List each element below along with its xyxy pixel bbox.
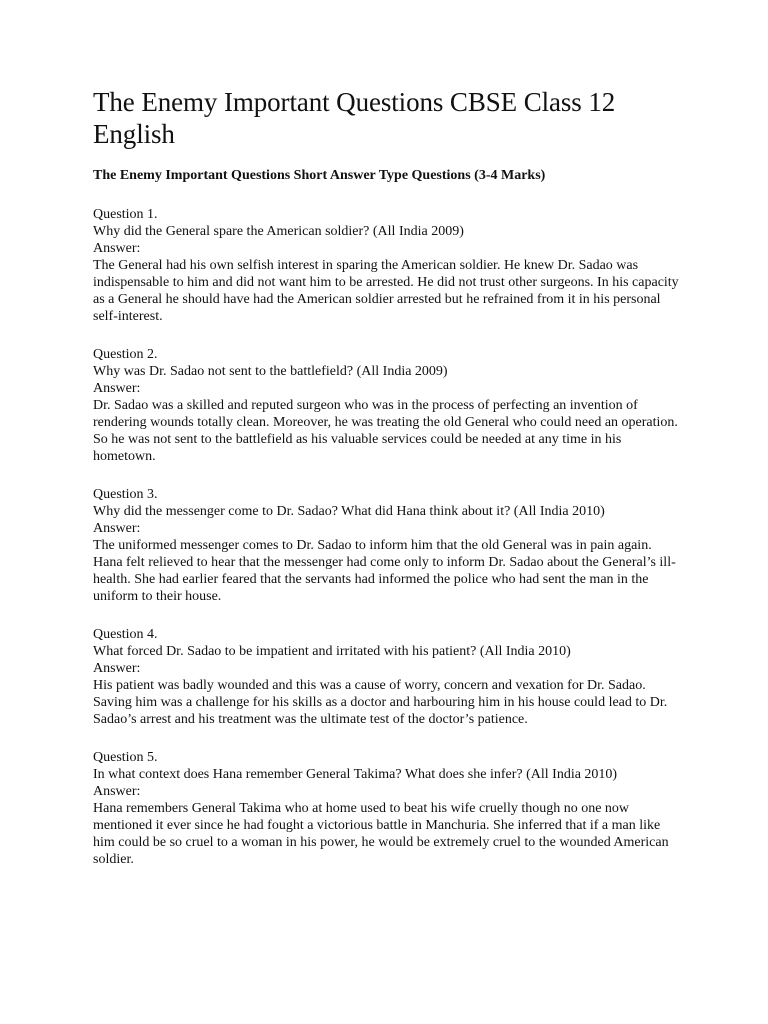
answer-label: Answer: <box>93 241 141 256</box>
answer-text: His patient was badly wounded and this was a cause of worry, concern and vexation for Dr. Sadao. Saving him was a challenge for his skills as a doctor and harbouring him in his house could lead to Dr. Sadao’s arrest and his treatment was the ultimate test of the doctor’s patience. <box>93 678 668 727</box>
answer-text: The uniformed messenger comes to Dr. Sadao to inform him that the old General was in pain again. Hana felt relieved to hear that the messenger had come only to inform Dr. Sadao about the General’s ill-health. She had earlier feared that the servants had informed the police who had sent the man in the uniform to their house. <box>93 538 676 604</box>
question-block-1 <box>93 206 683 325</box>
question-text: In what context does Hana remember General Takima? What does she infer? (All India 2010) <box>93 767 618 782</box>
question-label: Question 2. <box>93 347 158 362</box>
question-text: Why did the General spare the American soldier? (All India 2009) <box>93 224 464 239</box>
question-block-3 <box>93 486 683 605</box>
answer-label: Answer: <box>93 661 141 676</box>
question-label: Question 3. <box>93 487 158 502</box>
question-block-4 <box>93 626 683 728</box>
question-text: Why did the messenger come to Dr. Sadao? What did Hana think about it? (All India 2010) <box>93 504 605 519</box>
answer-text: The General had his own selfish interest in sparing the American soldier. He knew Dr. Sadao was indispensable to him and did not want him to be arrested. He did not trust other surgeons. In his capacity as a General he should have had the American soldier arrested but he refrained from it in his personal self-interest. <box>93 258 679 324</box>
answer-label: Answer: <box>93 784 141 799</box>
document-title: The Enemy Important Questions CBSE Class 12 English <box>93 87 616 149</box>
section-heading: The Enemy Important Questions Short Answer Type Questions (3-4 Marks) <box>93 168 546 183</box>
answer-text: Dr. Sadao was a skilled and reputed surgeon who was in the process of perfecting an invention of rendering wounds totally clean. Moreover, he was treating the old General who could need an operation. So he was not sent to the battlefield as his valuable services could be needed at any time in his hometown. <box>93 398 678 464</box>
question-label: Question 5. <box>93 750 158 765</box>
answer-label: Answer: <box>93 381 141 396</box>
question-block-2 <box>93 346 683 465</box>
question-text: Why was Dr. Sadao not sent to the battlefield? (All India 2009) <box>93 364 448 379</box>
question-text: What forced Dr. Sadao to be impatient and irritated with his patient? (All India 2010) <box>93 644 571 659</box>
document-page <box>93 86 683 889</box>
answer-label: Answer: <box>93 521 141 536</box>
question-block-5 <box>93 749 683 868</box>
question-label: Question 1. <box>93 207 158 222</box>
question-label: Question 4. <box>93 627 158 642</box>
answer-text: Hana remembers General Takima who at home used to beat his wife cruelly though no one now mentioned it ever since he had fought a victorious battle in Manchuria. She inferred that if a man like him could be so cruel to a woman in his power, he would be extremely cruel to the wounded American soldier. <box>93 801 669 867</box>
